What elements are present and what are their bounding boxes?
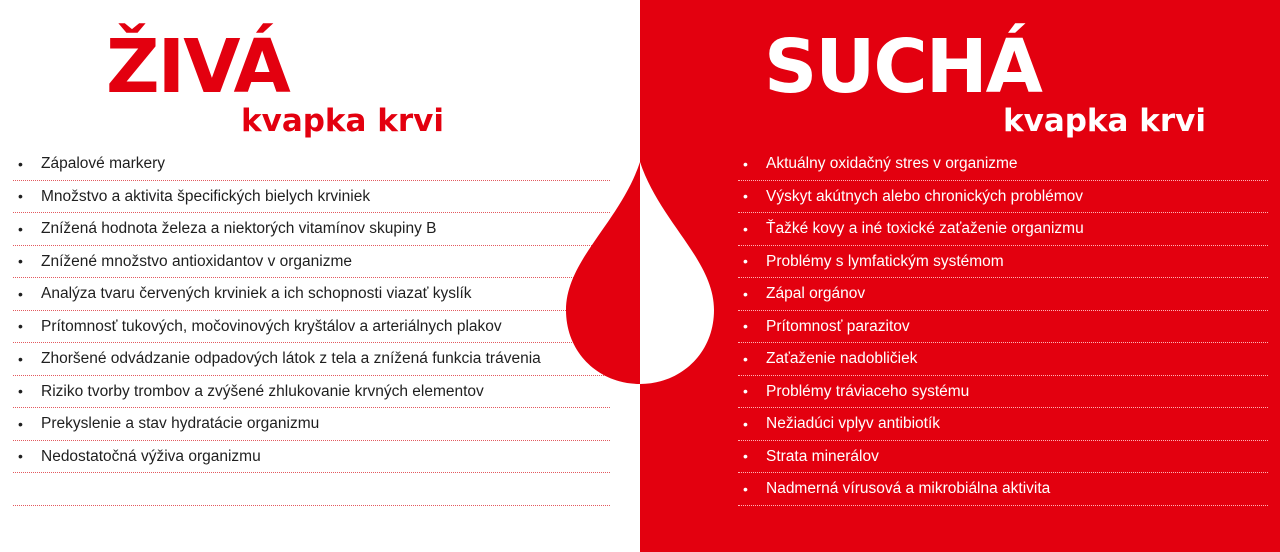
blood-drop-icon	[564, 160, 716, 386]
list-item	[738, 376, 1268, 409]
live-drop-subtitle: kvapka krvi	[241, 103, 444, 139]
list-item	[13, 311, 610, 344]
bullet-icon: •	[743, 285, 748, 302]
list-item	[738, 473, 1268, 506]
list-item-label: Prítomnosť parazitov	[766, 317, 910, 335]
list-item-label: Nedostatočná výživa organizmu	[41, 447, 261, 465]
bullet-icon: •	[743, 383, 748, 400]
bullet-icon: •	[18, 155, 23, 172]
live-drop-title: ŽIVÁ	[106, 24, 289, 110]
list-item	[13, 408, 610, 441]
list-item	[738, 213, 1268, 246]
list-item-label: Nežiadúci vplyv antibiotík	[766, 415, 941, 432]
list-item-label: Výskyt akútnych alebo chronických problémov	[766, 187, 1084, 205]
list-item	[13, 441, 610, 474]
list-item	[738, 278, 1268, 311]
list-item	[13, 181, 610, 214]
bullet-icon: •	[18, 318, 23, 335]
bullet-icon: •	[743, 155, 748, 172]
list-item-label: Problémy s lymfatickým systémom	[766, 252, 1004, 270]
bullet-icon: •	[743, 220, 748, 237]
bullet-icon: •	[743, 188, 748, 205]
bullet-icon: •	[743, 448, 748, 465]
list-item-label: Zápal orgánov	[766, 285, 866, 302]
list-item-label: Množstvo a aktivita špecifických bielych krviniek	[41, 187, 371, 205]
bullet-icon: •	[18, 220, 23, 237]
bullet-icon: •	[18, 350, 23, 367]
bullet-icon: •	[743, 415, 748, 432]
list-item	[13, 213, 610, 246]
list-item	[13, 246, 610, 279]
bullet-icon: •	[18, 415, 23, 432]
list-item	[738, 441, 1268, 474]
list-item	[738, 181, 1268, 214]
list-item-label: Zaťaženie nadobličiek	[766, 350, 918, 367]
list-item-label: Znížené množstvo antioxidantov v organizme	[41, 252, 353, 270]
list-row-empty	[13, 473, 610, 506]
bullet-icon: •	[18, 188, 23, 205]
dry-drop-subtitle: kvapka krvi	[1003, 103, 1206, 139]
list-item-label: Riziko tvorby trombov a zvýšené zhlukovanie krvných elementov	[41, 382, 484, 400]
list-item-label: Zhoršené odvádzanie odpadových látok z tela a znížená funkcia trávenia	[41, 350, 541, 367]
list-item-label: Nadmerná vírusová a mikrobiálna aktivita	[766, 480, 1051, 497]
list-item-label: Zápalové markery	[41, 155, 166, 172]
list-item	[738, 343, 1268, 376]
list-item-label: Aktuálny oxidačný stres v organizme	[766, 155, 1018, 172]
list-item	[13, 278, 610, 311]
bullet-icon: •	[743, 253, 748, 270]
list-item-label: Prekyslenie a stav hydratácie organizmu	[41, 415, 320, 432]
bullet-icon: •	[743, 480, 748, 497]
list-item-label: Problémy tráviaceho systému	[766, 382, 970, 400]
bullet-icon: •	[743, 318, 748, 335]
list-item	[738, 311, 1268, 344]
list-item	[738, 148, 1268, 181]
bullet-icon: •	[18, 383, 23, 400]
bullet-icon: •	[18, 253, 23, 270]
list-item-label: Analýza tvaru červených krviniek a ich schopnosti viazať kyslík	[41, 285, 472, 302]
list-item-label: Prítomnosť tukových, močovinových kryštálov a arteriálnych plakov	[41, 317, 502, 335]
list-item	[13, 376, 610, 409]
list-item-label: Ťažké kovy a iné toxické zaťaženie organizmu	[766, 220, 1084, 237]
list-item	[738, 246, 1268, 279]
live-drop-list	[13, 148, 610, 506]
bullet-icon: •	[743, 350, 748, 367]
list-item	[13, 343, 610, 376]
list-item	[738, 408, 1268, 441]
dry-drop-title: SUCHÁ	[764, 24, 1041, 110]
list-item-label: Strata minerálov	[766, 447, 879, 465]
dry-drop-panel	[640, 0, 1280, 552]
list-item	[13, 148, 610, 181]
dry-drop-list	[738, 148, 1268, 506]
list-item-label: Znížená hodnota železa a niektorých vitamínov skupiny B	[41, 220, 437, 237]
bullet-icon: •	[18, 448, 23, 465]
bullet-icon: •	[18, 285, 23, 302]
